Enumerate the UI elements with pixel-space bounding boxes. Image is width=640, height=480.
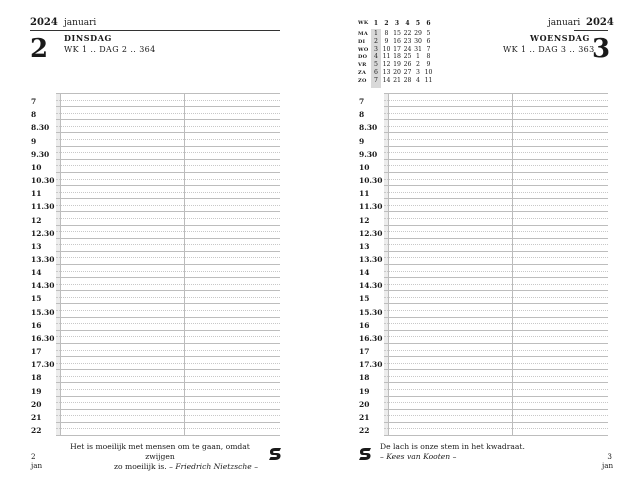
- left-grid-line: [56, 119, 280, 120]
- left-grid-line: [56, 369, 280, 370]
- left-grid-line: [56, 343, 280, 344]
- right-grid-subline: [384, 152, 608, 153]
- mini-calendar-day-label: MA: [358, 31, 369, 37]
- right-grid-subline: [384, 218, 608, 219]
- right-hour-label: 8.30: [359, 123, 378, 133]
- mini-calendar-week-number: 6: [426, 20, 431, 27]
- left-grid-line: [56, 146, 280, 147]
- right-grid-subline: [384, 323, 608, 324]
- mini-calendar-date[interactable]: 3: [416, 68, 420, 76]
- right-day-name: WOENSDAG: [530, 33, 590, 43]
- left-grid-subline: [56, 415, 280, 416]
- left-hour-label: 14: [31, 268, 42, 278]
- right-grid-subline: [384, 363, 608, 364]
- right-folio: [602, 452, 612, 470]
- right-hour-label: 15.30: [359, 307, 383, 317]
- mini-calendar-date[interactable]: 3: [374, 45, 378, 53]
- left-hour-label: 14.30: [31, 281, 55, 291]
- right-grid-subline: [384, 139, 608, 140]
- right-hour-label: 14: [359, 268, 370, 278]
- right-grid-subline: [384, 415, 608, 416]
- mini-calendar-date[interactable]: 2: [416, 61, 420, 69]
- left-grid-subline: [56, 231, 280, 232]
- right-grid-subline: [384, 271, 608, 272]
- left-day-name: DINSDAG: [64, 33, 112, 43]
- right-hour-label: 17.30: [359, 360, 383, 370]
- left-grid-line: [56, 290, 280, 291]
- left-grid-subline: [56, 310, 280, 311]
- left-grid-subline: [56, 297, 280, 298]
- right-grid-line: [384, 317, 608, 318]
- mini-calendar-date[interactable]: 11: [382, 53, 391, 61]
- mini-calendar-week-number: 2: [384, 20, 389, 27]
- right-hour-label: 7: [359, 97, 365, 107]
- mini-calendar-date[interactable]: 19: [393, 61, 401, 69]
- right-week-day: WK 1 .. DAG 3 .. 363: [503, 45, 595, 54]
- right-grid-subline: [384, 428, 608, 429]
- right-grid-line: [384, 409, 608, 410]
- right-grid-line: [384, 251, 608, 252]
- left-folio-number: 2: [31, 452, 36, 461]
- mini-calendar-date[interactable]: 12: [382, 61, 391, 69]
- right-hour-label: 16.30: [359, 333, 383, 343]
- left-hour-label: 16.30: [31, 333, 55, 343]
- right-grid-subline: [384, 113, 608, 114]
- mini-calendar-date[interactable]: 21: [393, 76, 401, 84]
- right-quote-line1: De lach is onze stem in het kwadraat.: [380, 442, 525, 451]
- left-grid-subline: [56, 350, 280, 351]
- mini-calendar-date[interactable]: 2: [374, 37, 378, 45]
- brand-logo-icon: [358, 447, 372, 461]
- right-grid-subline: [384, 336, 608, 337]
- right-hour-label: 10.30: [359, 176, 383, 186]
- right-grid-line: [384, 303, 608, 304]
- mini-calendar-date[interactable]: 27: [403, 68, 412, 76]
- left-grid-subline: [56, 126, 280, 127]
- mini-calendar-date[interactable]: 14: [382, 76, 391, 84]
- mini-calendar-day-label: ZA: [358, 70, 367, 76]
- left-grid-line: [56, 422, 280, 423]
- left-grid-subline: [56, 323, 280, 324]
- left-grid-subline: [56, 139, 280, 140]
- left-grid-subline: [56, 244, 280, 245]
- mini-calendar-date[interactable]: 10: [382, 45, 391, 53]
- right-hour-label: 13: [359, 241, 370, 251]
- right-grid-line: [384, 435, 608, 436]
- left-hour-label: 9.30: [31, 149, 50, 159]
- mini-calendar-week-column: [403, 30, 413, 85]
- mini-calendar-date[interactable]: 8: [426, 53, 431, 61]
- right-hour-label: 21: [359, 412, 370, 422]
- left-hour-label: 11: [31, 189, 42, 199]
- mini-calendar-date[interactable]: 7: [374, 76, 378, 84]
- left-grid-subline: [56, 100, 280, 101]
- left-year: 2024: [30, 17, 58, 28]
- left-hour-label: 19: [31, 386, 42, 396]
- mini-calendar-date[interactable]: 17: [393, 45, 401, 53]
- left-hour-label: 10: [31, 162, 42, 172]
- right-grid-line: [384, 185, 608, 186]
- right-grid-line: [384, 290, 608, 291]
- right-grid-line: [384, 396, 608, 397]
- mini-calendar-date[interactable]: 18: [393, 53, 401, 61]
- right-header-rule: [574, 30, 608, 31]
- mini-calendar-week-column: [371, 30, 381, 85]
- left-grid-line: [56, 382, 280, 383]
- right-hour-grid[interactable]: [384, 93, 608, 435]
- mini-calendar-date[interactable]: 24: [403, 45, 412, 53]
- mini-calendar-date[interactable]: 9: [384, 37, 389, 45]
- mini-calendar-day-label: DO: [358, 54, 368, 61]
- left-hour-label: 8.30: [31, 123, 50, 133]
- left-grid-subline: [56, 152, 280, 153]
- right-grid-line: [384, 343, 608, 344]
- right-folio-number: 3: [607, 452, 612, 461]
- mini-calendar-date[interactable]: 26: [403, 61, 412, 69]
- left-grid-line: [56, 317, 280, 318]
- right-year: 2024: [586, 17, 614, 28]
- right-grid-line: [384, 146, 608, 147]
- left-grid-line: [56, 93, 280, 94]
- right-grid-subline: [384, 284, 608, 285]
- right-hour-label: 9: [359, 136, 365, 146]
- right-hour-label: 12: [359, 215, 370, 225]
- right-hour-label: 11.30: [359, 202, 383, 212]
- left-grid-line: [56, 172, 280, 173]
- mini-calendar-date[interactable]: 15: [393, 30, 401, 37]
- right-grid-line: [384, 93, 608, 94]
- left-header-rule: [30, 30, 280, 31]
- left-hour-label: 20: [31, 399, 42, 409]
- right-grid-line: [384, 106, 608, 107]
- left-grid-line: [56, 356, 280, 357]
- mini-calendar-week-column: [382, 30, 392, 85]
- mini-calendar-day-label: ZO: [358, 77, 367, 84]
- mini-calendar-date[interactable]: 23: [403, 37, 412, 45]
- right-grid-subline: [384, 310, 608, 311]
- left-grid-subline: [56, 402, 280, 403]
- left-grid-subline: [56, 179, 280, 180]
- right-grid-line: [384, 264, 608, 265]
- left-hour-label: 22: [31, 426, 42, 435]
- left-hour-label: 15.30: [31, 307, 55, 317]
- right-month: januari: [548, 18, 581, 28]
- left-grid-line: [56, 435, 280, 436]
- mini-calendar-date[interactable]: 5: [426, 30, 431, 37]
- right-grid-line: [384, 277, 608, 278]
- mini-calendar-date[interactable]: 30: [414, 37, 422, 45]
- left-hour-label: 9: [31, 136, 37, 146]
- right-page: [320, 0, 640, 480]
- left-folio: [31, 452, 42, 470]
- right-grid-subline: [384, 402, 608, 403]
- mini-calendar-date[interactable]: 20: [393, 68, 401, 76]
- left-grid-subline: [56, 257, 280, 258]
- right-grid-subline: [384, 297, 608, 298]
- mini-calendar-date[interactable]: 11: [424, 76, 433, 84]
- right-hour-label: 12.30: [359, 228, 383, 238]
- mini-calendar-week-column: [424, 30, 434, 85]
- right-grid-line: [384, 225, 608, 226]
- left-hour-label: 10.30: [31, 176, 55, 186]
- left-folio-month: jan: [31, 461, 43, 470]
- mini-calendar-date[interactable]: 6: [374, 68, 378, 76]
- right-grid-subline: [384, 179, 608, 180]
- right-grid-line: [384, 369, 608, 370]
- left-grid-line: [56, 225, 280, 226]
- left-hour-label: 17.30: [31, 360, 55, 370]
- right-hour-label: 18: [359, 373, 370, 383]
- left-month: januari: [64, 18, 97, 28]
- mini-calendar-date[interactable]: 16: [393, 37, 401, 45]
- right-hour-label: 22: [359, 426, 370, 435]
- right-hour-label: 13.30: [359, 255, 383, 264]
- mini-calendar-week-number: 1: [373, 20, 379, 27]
- right-grid-line: [384, 159, 608, 160]
- left-grid-line: [56, 159, 280, 160]
- right-grid-line: [384, 356, 608, 357]
- right-hour-label: 19: [359, 386, 370, 396]
- mini-calendar-week-number: 4: [405, 20, 410, 27]
- right-grid-subline: [384, 257, 608, 258]
- left-hour-label: 17: [31, 347, 42, 357]
- left-hour-label: 8: [31, 110, 37, 120]
- mini-calendar-day-label: VR: [358, 62, 367, 69]
- right-grid-line: [384, 198, 608, 199]
- right-grid-line: [384, 330, 608, 331]
- left-hour-grid[interactable]: [56, 93, 280, 435]
- left-hour-label: 18: [31, 373, 42, 383]
- mini-calendar-week-number: 3: [394, 20, 400, 27]
- left-grid-subline: [56, 205, 280, 206]
- right-quote-author: – Kees van Kooten –: [380, 452, 457, 461]
- right-grid-line: [384, 211, 608, 212]
- right-grid-subline: [384, 231, 608, 232]
- left-quote-text-end: zo moeilijk is.: [114, 462, 167, 471]
- left-hour-label: 16: [31, 320, 42, 330]
- right-grid-line: [384, 238, 608, 239]
- left-week-day: WK 1 .. DAG 2 .. 364: [64, 45, 156, 54]
- left-grid-line: [56, 132, 280, 133]
- right-quote: [380, 442, 580, 462]
- left-grid-subline: [56, 336, 280, 337]
- right-hour-label: 8: [359, 110, 365, 120]
- left-grid-line: [56, 251, 280, 252]
- left-day-number: 2: [30, 34, 49, 64]
- right-hour-label: 16: [359, 320, 370, 330]
- right-grid-line: [384, 422, 608, 423]
- mini-calendar-week-number: 5: [415, 20, 421, 27]
- mini-calendar-week-column: [413, 30, 423, 85]
- mini-calendar-date[interactable]: 10: [424, 68, 433, 76]
- mini-calendar-date[interactable]: 7: [426, 45, 431, 53]
- mini-calendar-date[interactable]: 8: [384, 30, 389, 37]
- mini-calendar-week-label: WK: [358, 20, 369, 26]
- mini-calendar-date[interactable]: 4: [416, 76, 420, 84]
- left-grid-subline: [56, 218, 280, 219]
- left-hour-label: 13.30: [31, 255, 55, 264]
- right-folio-month: jan: [602, 461, 614, 470]
- left-quote-line1: Het is moeilijk met mensen om te gaan, omdat zwijgen: [70, 442, 250, 461]
- left-grid-subline: [56, 192, 280, 193]
- right-grid-subline: [384, 376, 608, 377]
- mini-calendar-week-column: [392, 30, 402, 85]
- mini-calendar-date[interactable]: 22: [403, 30, 412, 37]
- right-grid-subline: [384, 205, 608, 206]
- right-day-number: 3: [592, 34, 611, 64]
- right-hour-label: 15: [359, 294, 370, 304]
- left-hour-label: 12: [31, 215, 42, 225]
- right-grid-subline: [384, 165, 608, 166]
- left-grid-line: [56, 238, 280, 239]
- right-hour-label: 14.30: [359, 281, 383, 291]
- left-grid-subline: [56, 284, 280, 285]
- right-hour-label: 11: [359, 189, 370, 199]
- left-grid-line: [56, 198, 280, 199]
- left-grid-line: [56, 264, 280, 265]
- right-grid-subline: [384, 389, 608, 390]
- left-hour-label: 13: [31, 241, 42, 251]
- right-grid-subline: [384, 100, 608, 101]
- left-grid-line: [56, 330, 280, 331]
- left-grid-subline: [56, 363, 280, 364]
- right-grid-line: [384, 382, 608, 383]
- mini-calendar-date[interactable]: 9: [426, 61, 431, 69]
- right-grid-line: [384, 119, 608, 120]
- right-grid-subline: [384, 244, 608, 245]
- left-grid-line: [56, 211, 280, 212]
- right-hour-label: 20: [359, 399, 370, 409]
- right-hour-label: 10: [359, 162, 370, 172]
- left-grid-subline: [56, 271, 280, 272]
- mini-calendar-day-label: DI: [358, 38, 366, 45]
- left-hour-label: 15: [31, 294, 42, 304]
- mini-calendar-date[interactable]: 25: [403, 53, 412, 61]
- right-grid-subline: [384, 350, 608, 351]
- left-hour-label: 11.30: [31, 202, 55, 212]
- mini-calendar-date[interactable]: 1: [374, 30, 378, 37]
- left-grid-subline: [56, 428, 280, 429]
- left-grid-line: [56, 106, 280, 107]
- right-grid-subline: [384, 126, 608, 127]
- left-hour-label: 7: [31, 97, 37, 107]
- mini-calendar-date[interactable]: 28: [403, 76, 412, 84]
- mini-calendar-date[interactable]: 29: [414, 30, 422, 37]
- left-grid-line: [56, 277, 280, 278]
- left-grid-line: [56, 396, 280, 397]
- left-grid-subline: [56, 113, 280, 114]
- left-grid-line: [56, 409, 280, 410]
- left-quote-line2: [62, 462, 258, 472]
- mini-calendar-date[interactable]: 1: [416, 53, 420, 61]
- left-grid-line: [56, 303, 280, 304]
- right-grid-line: [384, 172, 608, 173]
- mini-calendar-date[interactable]: 5: [374, 61, 378, 69]
- right-grid-subline: [384, 192, 608, 193]
- left-grid-subline: [56, 376, 280, 377]
- mini-calendar-date[interactable]: 31: [414, 45, 422, 53]
- mini-calendar-date[interactable]: 6: [426, 37, 431, 45]
- left-hour-label: 12.30: [31, 228, 55, 238]
- left-grid-subline: [56, 389, 280, 390]
- left-grid-line: [56, 185, 280, 186]
- right-hour-label: 9.30: [359, 149, 378, 159]
- left-hour-label: 21: [31, 412, 42, 422]
- mini-calendar-date[interactable]: 4: [374, 53, 378, 61]
- right-grid-line: [384, 132, 608, 133]
- mini-calendar-date[interactable]: 13: [382, 68, 391, 76]
- left-quote: [62, 442, 258, 472]
- mini-calendar-day-label: WO: [358, 46, 369, 53]
- right-hour-label: 17: [359, 347, 370, 357]
- left-quote-author: – Friedrich Nietzsche –: [169, 462, 258, 471]
- left-grid-subline: [56, 165, 280, 166]
- brand-logo-icon: [268, 447, 282, 461]
